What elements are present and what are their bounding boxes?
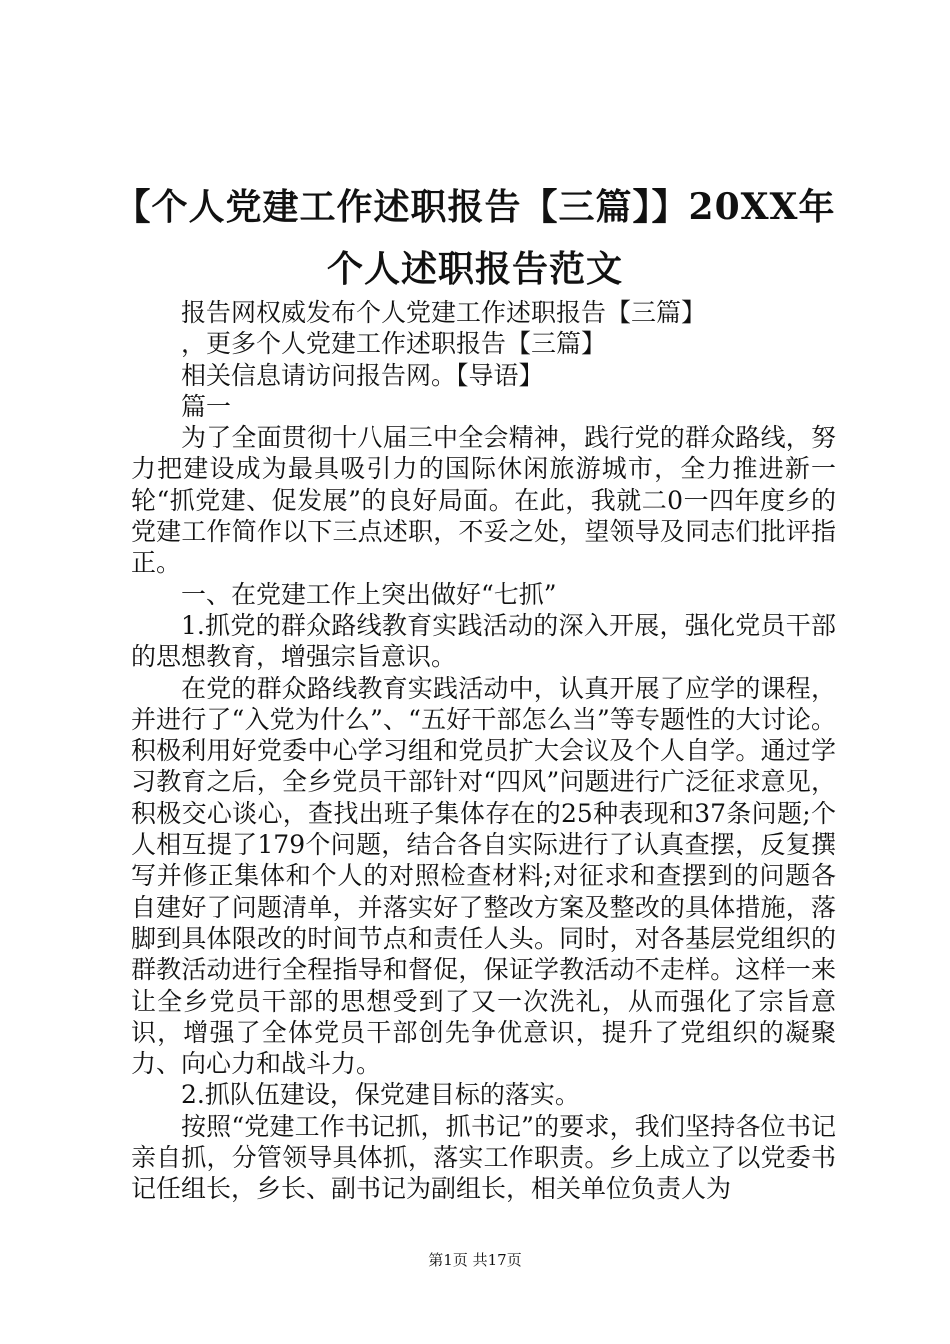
subsection-heading: 1.抓党的群众路线教育实践活动的深入开展，强化党员干部的思想教育，增强宗旨意识。 — [131, 610, 836, 672]
paragraph: 在党的群众路线教育实践活动中，认真开展了应学的课程，并进行了“入党为什么”、“五好干部怎么当”等专题性的大讨论。积极利用好党委中心学习组和党员扩大会议及个人自学。通过学习教育之后，全乡党员干部针对“四风”问题进行广泛征求意见，积极交心谈心，查找出班子集体存在的25种表现和37条问题;个人相互提了179个问题，结合各自实际进行了认真查摆，反复撰写并修正集体和个人的对照检查材料;对征求和查摆到的问题各自建好了问题清单，并落实好了整改方案及整改的具体措施，落脚到具体限改的时间节点和责任人头。同时，对各基层党组织的群教活动进行全程指导和督促，保证学教活动不走样。这样一来让全乡党员干部的思想受到了又一次洗礼，从而强化了宗旨意识，增强了全体党员干部创先争优意识，提升了党组织的凝聚力、向心力和战斗力。 — [131, 673, 836, 1079]
intro-line-1: 报告网权威发布个人党建工作述职报告【三篇】 — [181, 298, 707, 327]
intro-line-2: ，更多个人党建工作述职报告【三篇】 — [181, 329, 607, 359]
paragraph: 按照“党建工作书记抓，抓书记”的要求，我们坚持各位书记亲自抓，分管领导具体抓，落实工作职责。乡上成立了以党委书记任组长，乡长、副书记为副组长，相关单位负责人为 — [131, 1111, 836, 1204]
intro-line-3: 相关信息请访问报告网。【导语】 — [181, 360, 544, 390]
document-title-line-2: 个人述职报告范文 — [326, 248, 623, 290]
page-number-footer: 第1页 共17页 — [428, 1251, 522, 1269]
section-heading-part-one: 篇一 — [181, 391, 232, 421]
document-body — [131, 297, 836, 1205]
paragraph: 为了全面贯彻十八届三中全会精神，践行党的群众路线，努力把建设成为最具吸引力的国际休闲旅游城市，全力推进新一轮“抓党建、促发展”的良好局面。在此，我就二0一四年度乡的党建工作简作以下三点述职，不妥之处，望领导及同志们批评指正。 — [131, 423, 836, 578]
document-title-line-1: 【个人党建工作述职报告【三篇】】20XX年 — [114, 186, 836, 228]
section-heading: 一、在党建工作上突出做好“七抓” — [181, 579, 557, 609]
subsection-heading: 2.抓队伍建设，保党建目标的落实。 — [181, 1080, 580, 1110]
